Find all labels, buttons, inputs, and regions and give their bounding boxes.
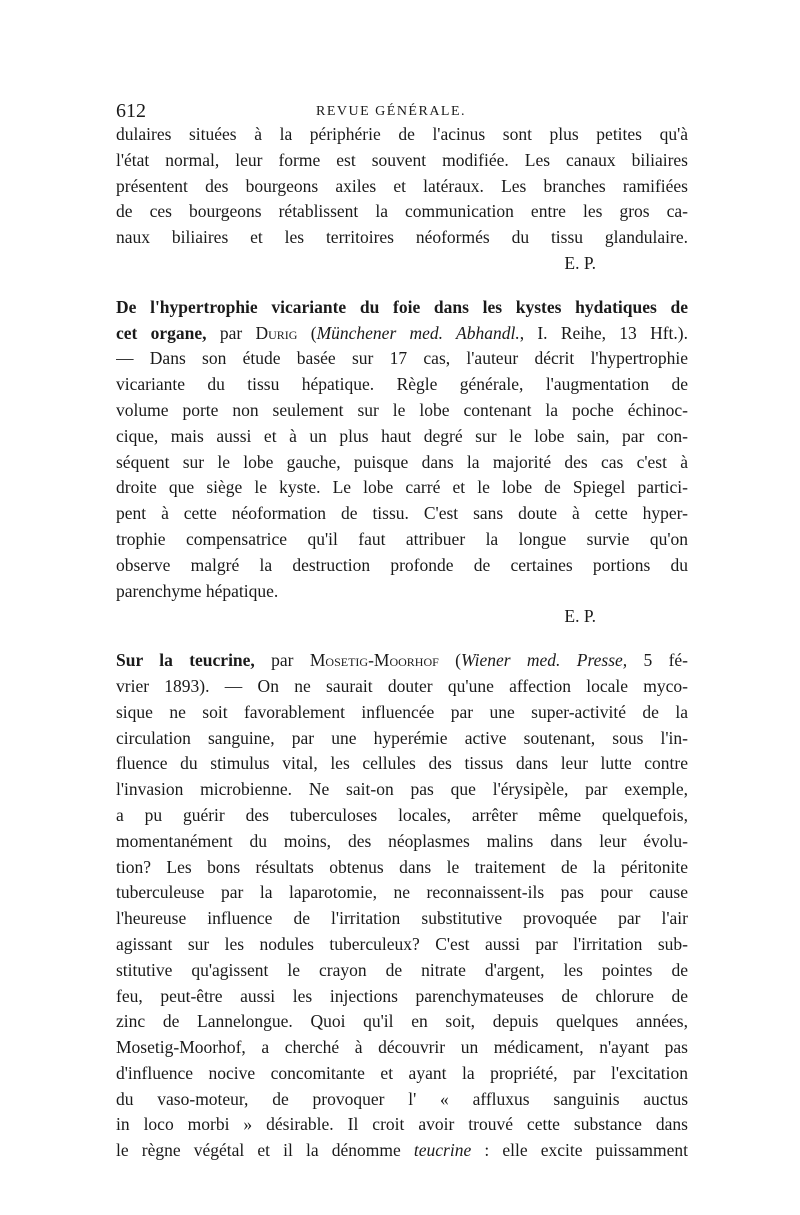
- text-line: naux biliaires et les territoires néoformés du tissu glandulaire.: [116, 227, 688, 248]
- text-line: droite que siège le kyste. Le lobe carré et le lobe de Spiegel partici-: [116, 477, 688, 498]
- text-line: cique, mais aussi et à un plus haut degré sur le lobe sain, par con-: [116, 425, 688, 446]
- running-title: REVUE GÉNÉRALE.: [316, 104, 467, 119]
- source-details: 5 fé-: [643, 650, 688, 671]
- text-line: d'influence nocive concomitante et ayant la propriété, par l'excitation: [116, 1062, 688, 1083]
- text-line: parenchyme hépatique.: [116, 580, 279, 601]
- text-line: stitutive qu'agissent le crayon de nitrate d'argent, les pointes de: [116, 959, 688, 980]
- text-line: Mosetig-Moorhof, a cherché à découvrir un médicament, n'ayant pas: [116, 1037, 688, 1058]
- source-open: (: [310, 322, 317, 343]
- text-line: sique ne soit favorablement influencée par une super-activité de la: [116, 701, 688, 722]
- text-line: tion? Les bons résultats obtenus dans le traitement de la péritonite: [116, 856, 688, 877]
- text-line: du vaso-moteur, de provoquer l' « affluxus sanguinis auctus: [116, 1088, 688, 1109]
- source-journal: Münchener med. Abhandl.: [316, 322, 520, 343]
- text-line: l'état normal, leur forme est souvent modifiée. Les canaux biliaires: [116, 149, 688, 170]
- text-line: vrier 1893). — On ne saurait douter qu'une affection locale myco-: [116, 675, 688, 696]
- text-line: fluence du stimulus vital, les cellules des tissus dans leur lutte contre: [116, 753, 688, 774]
- text-line: momentanément du moins, des néoplasmes malins dans leur évolu-: [116, 830, 688, 851]
- par-word: par: [219, 322, 243, 343]
- last-line-start: le règne végétal et il la dénomme: [116, 1140, 401, 1161]
- author: Mosetig-Moorhof: [309, 650, 439, 671]
- text-line: volume porte non seulement sur le lobe contenant la poche échinoc-: [116, 399, 688, 420]
- text-line: tuberculeuse par la laparotomie, ne reconnaissent-ils pas pour cause: [116, 882, 688, 903]
- par-word: par: [271, 650, 294, 671]
- article-citation: [116, 648, 688, 674]
- article-citation: [116, 321, 688, 347]
- signature: E. P.: [564, 606, 596, 627]
- text-line: l'invasion microbienne. Ne sait-on pas que l'érysipèle, par exemple,: [116, 779, 688, 800]
- text-line: circulation sanguine, par une hyperémie active soutenant, sous l'in-: [116, 727, 688, 748]
- signature: E. P.: [564, 252, 596, 273]
- text-line: présentent des bourgeons axiles et latéraux. Les branches ramifiées: [116, 175, 688, 196]
- text-line: dulaires situées à la périphérie de l'acinus sont plus petites qu'à: [116, 124, 688, 144]
- text-line: in loco morbi » désirable. Il croit avoir trouvé cette substance dans: [116, 1114, 688, 1135]
- text-line: — Dans son étude basée sur 17 cas, l'auteur décrit l'hypertrophie: [116, 348, 688, 369]
- teucrine-italic: teucrine: [413, 1140, 472, 1161]
- text-line: trophie compensatrice qu'il faut attribuer la longue survie qu'on: [116, 528, 688, 549]
- source-journal: Wiener med. Presse,: [460, 650, 628, 671]
- section-1-body: [116, 122, 688, 277]
- page: [116, 92, 688, 1164]
- text-line: pent à cette néoformation de tissu. C'est sans doute à cette hyper-: [116, 503, 688, 524]
- text-line: séquent sur le lobe gauche, puisque dans la majorité des cas c'est à: [116, 451, 688, 472]
- last-line-end: : elle excite puissamment: [484, 1140, 688, 1161]
- text-line: zinc de Lannelongue. Quoi qu'il en soit, depuis quelques années,: [116, 1011, 688, 1032]
- text-line: vicariante du tissu hépatique. Règle générale, l'augmentation de: [116, 374, 688, 395]
- text-line: l'heureuse influence de l'irritation substitutive provoquée par l'air: [116, 908, 688, 929]
- section-3: [116, 648, 688, 1164]
- article-title: [116, 295, 688, 321]
- text-line: observe malgré la destruction profonde de certaines portions du: [116, 554, 688, 575]
- author: Durig: [255, 322, 298, 343]
- text-line: agissant sur les nodules tuberculeux? C'est aussi par l'irritation sub-: [116, 933, 688, 954]
- source-details: , I. Reihe, 13 Hft.).: [519, 322, 688, 343]
- article-title-text: Sur la teucrine,: [116, 650, 255, 671]
- text-line: [116, 1138, 688, 1164]
- section-2: [116, 295, 688, 630]
- article-title-text: De l'hypertrophie vicariante du foie dans les kystes hydatiques de: [116, 296, 688, 317]
- text-line: feu, peut-être aussi les injections parenchymateuses de chlorure de: [116, 985, 688, 1006]
- page-number: 612: [116, 100, 146, 122]
- text-line: de ces bourgeons rétablissent la communication entre les gros ca-: [116, 201, 688, 222]
- text-line: a pu guérir des tuberculoses locales, arrêter même quelquefois,: [116, 804, 688, 825]
- page-header: [116, 92, 688, 122]
- article-title-text-2: cet organe,: [116, 322, 207, 343]
- source-open: (: [455, 650, 461, 671]
